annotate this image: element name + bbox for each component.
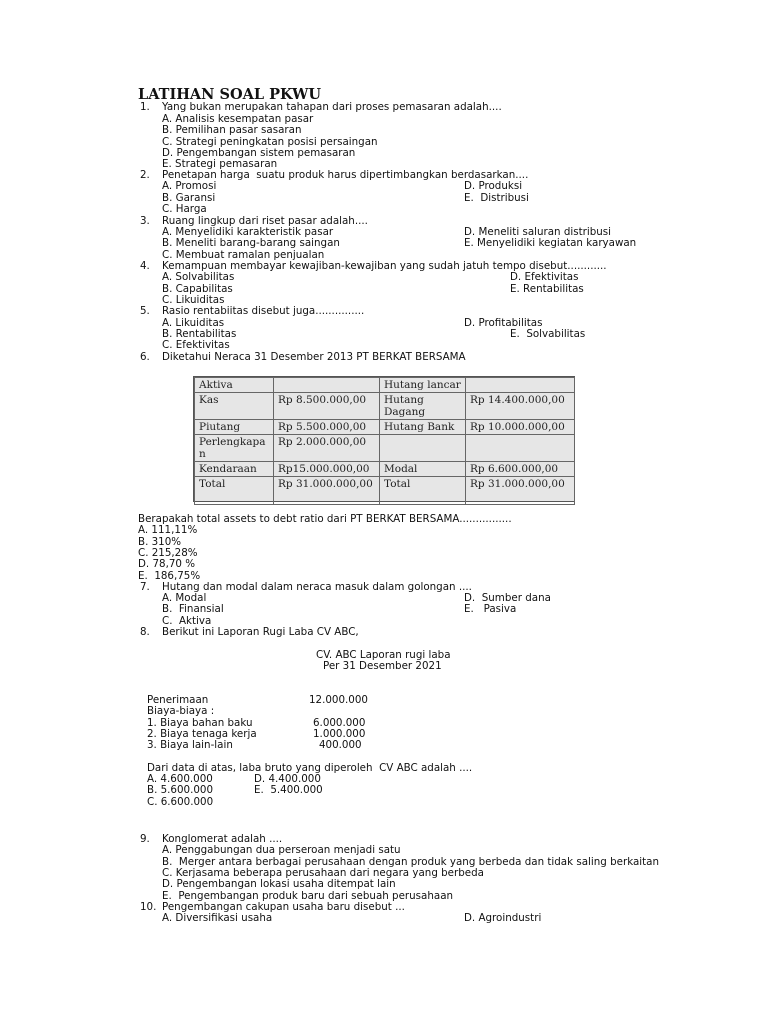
q8-option-b: B. 5.600.000	[147, 784, 214, 796]
table-cell: Piutang	[195, 420, 274, 435]
q5-option-a: A. Likuiditas	[162, 317, 225, 329]
q9-text: Konglomerat adalah ....	[162, 833, 283, 845]
q6-option-d: D. 78,70 %	[138, 558, 196, 570]
table-cell	[274, 378, 380, 393]
q5-option-e: E. Solvabilitas	[510, 328, 586, 340]
table-cell: Hutang lancar	[380, 378, 466, 393]
q1-option-a: A. Analisis kesempatan pasar	[162, 113, 314, 125]
q2-number: 2.	[140, 169, 150, 181]
table-cell: Rp 2.000.000,00	[274, 435, 380, 462]
q9-option-e: E. Pengembangan produk baru dari sebuah perusahaan	[162, 890, 454, 902]
q4-option-a: A. Solvabilitas	[162, 271, 235, 283]
table-cell: Rp 31.000.000,00	[466, 477, 575, 505]
q7-option-b: B. Finansial	[162, 603, 224, 615]
table-cell: Perlengkapan	[195, 435, 274, 462]
report-row-label: 1. Biaya bahan baku	[147, 717, 253, 729]
q7-text: Hutang dan modal dalam neraca masuk dalam golongan ....	[162, 581, 472, 593]
q6-number: 6.	[140, 351, 150, 363]
q8-option-a: A. 4.600.000	[147, 773, 213, 785]
q3-option-b: B. Meneliti barang-barang saingan	[162, 237, 340, 249]
table-cell: Kas	[195, 393, 274, 420]
table-cell: Total	[195, 477, 274, 505]
q2-option-b: B. Garansi	[162, 192, 216, 204]
q10-option-a: A. Diversifikasi usaha	[162, 912, 273, 924]
q6-option-b: B. 310%	[138, 536, 182, 548]
q7-option-d: D. Sumber dana	[464, 592, 551, 604]
report-row-value: 12.000.000	[309, 694, 368, 706]
q6-option-a: A. 111,11%	[138, 524, 198, 536]
table-cell: Rp 6.600.000,00	[466, 462, 575, 477]
table-cell: Rp 8.500.000,00	[274, 393, 380, 420]
table-cell: Aktiva	[195, 378, 274, 393]
q3-option-d: D. Meneliti saluran distribusi	[464, 226, 612, 238]
table-cell: Rp 14.400.000,00	[466, 393, 575, 420]
q10-number: 10.	[140, 901, 157, 913]
q1-number: 1.	[140, 101, 150, 113]
q6-text: Diketahui Neraca 31 Desember 2013 PT BERKAT BERSAMA	[162, 351, 466, 363]
q9-option-b: B. Merger antara berbagai perusahaan dengan produk yang berbeda dan tidak saling berkaitan	[162, 856, 660, 868]
q3-number: 3.	[140, 215, 150, 227]
q4-option-e: E. Rentabilitas	[510, 283, 584, 295]
q4-option-d: D. Efektivitas	[510, 271, 579, 283]
q5-option-b: B. Rentabilitas	[162, 328, 237, 340]
q7-option-a: A. Modal	[162, 592, 207, 604]
table-cell: Hutang Bank	[380, 420, 466, 435]
q3-option-a: A. Menyelidiki karakteristik pasar	[162, 226, 334, 238]
q7-option-c: C. Aktiva	[162, 615, 212, 627]
document-title: LATIHAN SOAL PKWU	[138, 86, 321, 103]
q9-option-c: C. Kerjasama beberapa perusahaan dari negara yang berbeda	[162, 867, 484, 879]
q5-option-c: C. Efektivitas	[162, 339, 230, 351]
q10-text: Pengembangan cakupan usaha baru disebut ...	[162, 901, 405, 913]
q1-option-b: B. Pemilihan pasar sasaran	[162, 124, 302, 136]
table-cell	[466, 435, 575, 462]
table-cell	[466, 378, 575, 393]
q3-text: Ruang lingkup dari riset pasar adalah....	[162, 215, 368, 227]
balance-sheet-table	[193, 376, 575, 502]
q5-text: Rasio rentabiitas disebut juga...............	[162, 305, 365, 317]
table-cell: Rp15.000.000,00	[274, 462, 380, 477]
table-cell	[380, 435, 466, 462]
report-title: CV. ABC Laporan rugi laba	[316, 649, 451, 661]
q8-number: 8.	[140, 626, 150, 638]
q5-option-d: D. Profitabilitas	[464, 317, 543, 329]
report-row-label: 3. Biaya lain-lain	[147, 739, 233, 751]
q1-option-c: C. Strategi peningkatan posisi persaingan	[162, 136, 378, 148]
report-date: Per 31 Desember 2021	[323, 660, 442, 672]
q4-text: Kemampuan membayar kewajiban-kewajiban yang sudah jatuh tempo disebut............	[162, 260, 607, 272]
q2-option-d: D. Produksi	[464, 180, 523, 192]
q4-option-c: C. Likuiditas	[162, 294, 225, 306]
q7-option-e: E. Pasiva	[464, 603, 517, 615]
table-cell: Modal	[380, 462, 466, 477]
q9-number: 9.	[140, 833, 150, 845]
q6-question: Berapakah total assets to debt ratio dari PT BERKAT BERSAMA................	[138, 513, 512, 525]
table-cell: Kendaraan	[195, 462, 274, 477]
table-cell: Total	[380, 477, 466, 505]
q6-option-e: E. 186,75%	[138, 570, 201, 582]
q6-option-c: C. 215,28%	[138, 547, 198, 559]
q3-option-c: C. Membuat ramalan penjualan	[162, 249, 325, 261]
report-row-value: 400.000	[319, 739, 362, 751]
table-cell: Hutang Dagang	[380, 393, 466, 420]
q8-option-c: C. 6.600.000	[147, 796, 214, 808]
q8-option-d: D. 4.400.000	[254, 773, 321, 785]
q2-option-e: E. Distribusi	[464, 192, 529, 204]
report-row-value: 1.000.000	[313, 728, 366, 740]
q2-option-a: A. Promosi	[162, 180, 217, 192]
report-row-value: 6.000.000	[313, 717, 366, 729]
q4-number: 4.	[140, 260, 150, 272]
q3-option-e: E. Menyelidiki kegiatan karyawan	[464, 237, 637, 249]
report-row-label: 2. Biaya tenaga kerja	[147, 728, 257, 740]
q2-text: Penetapan harga suatu produk harus dipertimbangkan berdasarkan....	[162, 169, 529, 181]
report-row-label: Penerimaan	[147, 694, 209, 706]
q9-option-d: D. Pengembangan lokasi usaha ditempat lain	[162, 878, 396, 890]
q4-option-b: B. Capabilitas	[162, 283, 233, 295]
q5-number: 5.	[140, 305, 150, 317]
q8-option-e: E. 5.400.000	[254, 784, 323, 796]
report-row-label: Biaya-biaya :	[147, 705, 215, 717]
q7-number: 7.	[140, 581, 150, 593]
table-cell: Rp 10.000.000,00	[466, 420, 575, 435]
q2-option-c: C. Harga	[162, 203, 207, 215]
q9-option-a: A. Penggabungan dua perseroan menjadi satu	[162, 844, 401, 856]
table-cell: Rp 5.500.000,00	[274, 420, 380, 435]
q8-text: Berikut ini Laporan Rugi Laba CV ABC,	[162, 626, 359, 638]
table-cell: Rp 31.000.000,00	[274, 477, 380, 505]
q8-question: Dari data di atas, laba bruto yang diperoleh CV ABC adalah ....	[147, 762, 473, 774]
q1-option-e: E. Strategi pemasaran	[162, 158, 278, 170]
q10-option-d: D. Agroindustri	[464, 912, 542, 924]
q1-option-d: D. Pengembangan sistem pemasaran	[162, 147, 356, 159]
q1-text: Yang bukan merupakan tahapan dari proses pemasaran adalah....	[162, 101, 502, 113]
